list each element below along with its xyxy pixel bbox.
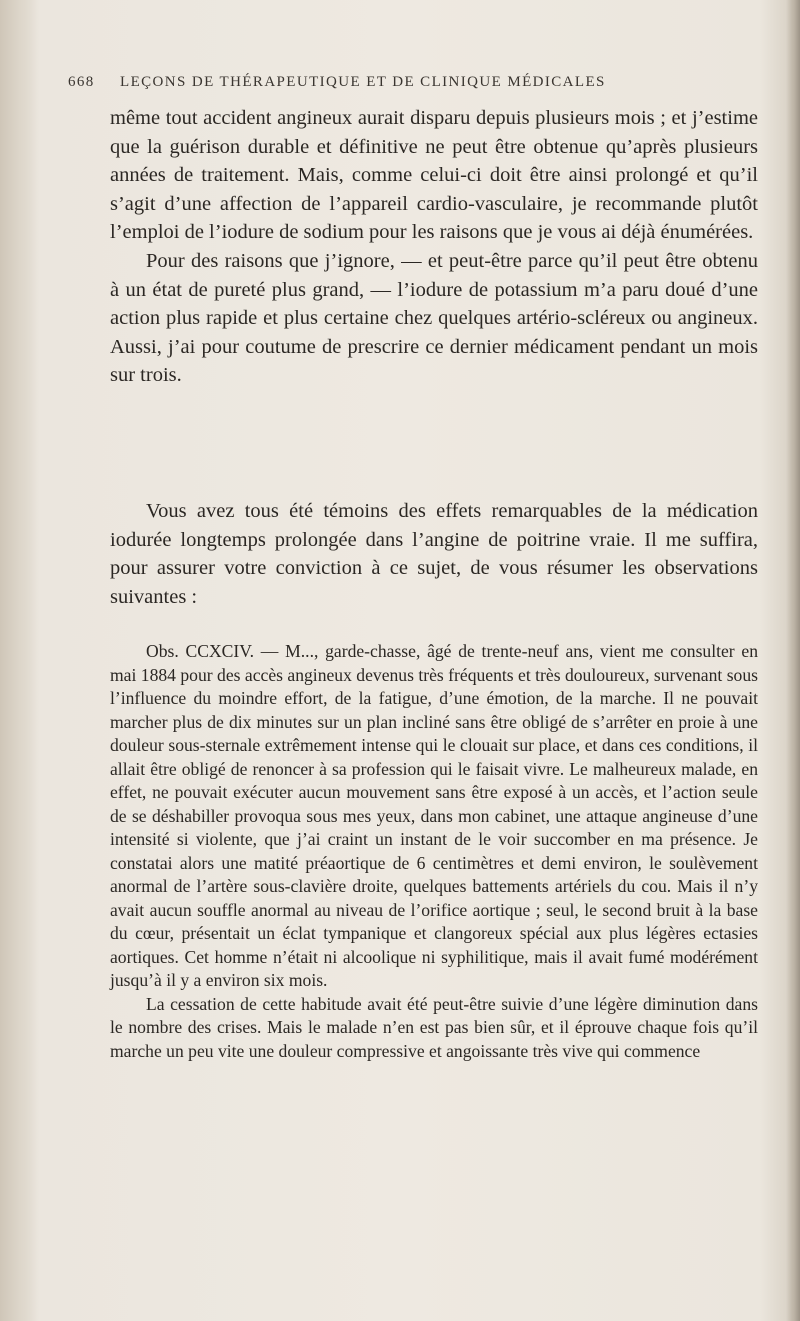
running-header [68,74,758,96]
page-edge-right [786,0,800,1321]
page-number: 668 [68,74,95,90]
observation-continuation: La cessation de cette habitude avait été peut-être suivie d’une légère diminution dans le nombre des crises. Mais le malade n’en est pas bien sûr, et il éprouve chaque fois qu’il marche un peu vite une douleur compressive et angoissante très vive qui commence [110,993,758,1061]
paragraph-2: Pour des raisons que j’ignore, — et peut-être parce qu’il peut être obtenu à un état de pureté plus grand, — l’iodure de potassium m’a paru doué d’une action plus rapide et plus certaine chez quelques artério-scléreux ou angineux. Aussi, j’ai pour coutume de prescrire ce dernier médicament pendant un mois sur trois. [110,249,758,387]
intro-text-block [110,104,758,390]
paragraph-1: même tout accident angineux aurait disparu depuis plusieurs mois ; et j’estime que la guérison durable et définitive ne peut être obtenue qu’après plusieurs années de traitement. Mais, comme celui-ci doit être ainsi prolongé et qu’il s’agit d’une affection de l’appareil cardio-vasculaire, je recommande plutôt l’emploi de l’iodure de sodium pour les raisons que je vous ai déjà énumérées. [110,107,758,244]
running-title: LEÇONS DE THÉRAPEUTIQUE ET DE CLINIQUE MÉDICALES [120,74,606,90]
observation-paragraph: Obs. CCXCIV. — M..., garde-chasse, âgé de trente-neuf ans, vient me consulter en mai 1884 pour des accès angineux devenus très fréquents et très douloureux, survenant sous l’influence du moindre effort, de la fatigue, d’une émotion, de la marche. Il ne pouvait marcher plus de dix minutes sur un plan incliné sans être obligé de s’arrêter en proie à une douleur sous-sternale extrêmement intense qui le clouait sur place, et dans ces conditions, il allait être obligé de renoncer à sa profession qui le faisait vivre. Le malheureux malade, en effet, ne pouvait exécuter aucun mouvement sans être exposé à un accès, et l’action seule de se déshabiller provoqua sous mes yeux, dans mon cabinet, une attaque angineuse d’une intensité si violente, que j’ai craint un instant de le voir succomber en ma présence. Je constatai alors une matité préaortique de 6 centimètres et demi environ, le soulèvement anormal de l’artère sous-clavière droite, quelques battements artériels du cou. Mais il n’y avait aucun souffle anormal au niveau de l’orifice aortique ; seul, le second bruit à la base du cœur, présentait un éclat tympanique et clangoreux spécial aux plus légères ectasies aortiques. Cet homme n’était ni alcoolique ni syphilitique, mais il avait fumé modérément jusqu’à il y a environ six mois. [110,641,758,990]
paragraph-3: Vous avez tous été témoins des effets remarquables de la médication iodurée longtemps prolongée dans l’angine de poitrine vraie. Il me suffira, pour assurer votre conviction à ce sujet, de vous résumer les observations suivantes : [110,500,758,608]
page-gutter-left [0,0,38,1321]
observations-intro-block [110,497,758,611]
observation-block [110,640,758,1063]
